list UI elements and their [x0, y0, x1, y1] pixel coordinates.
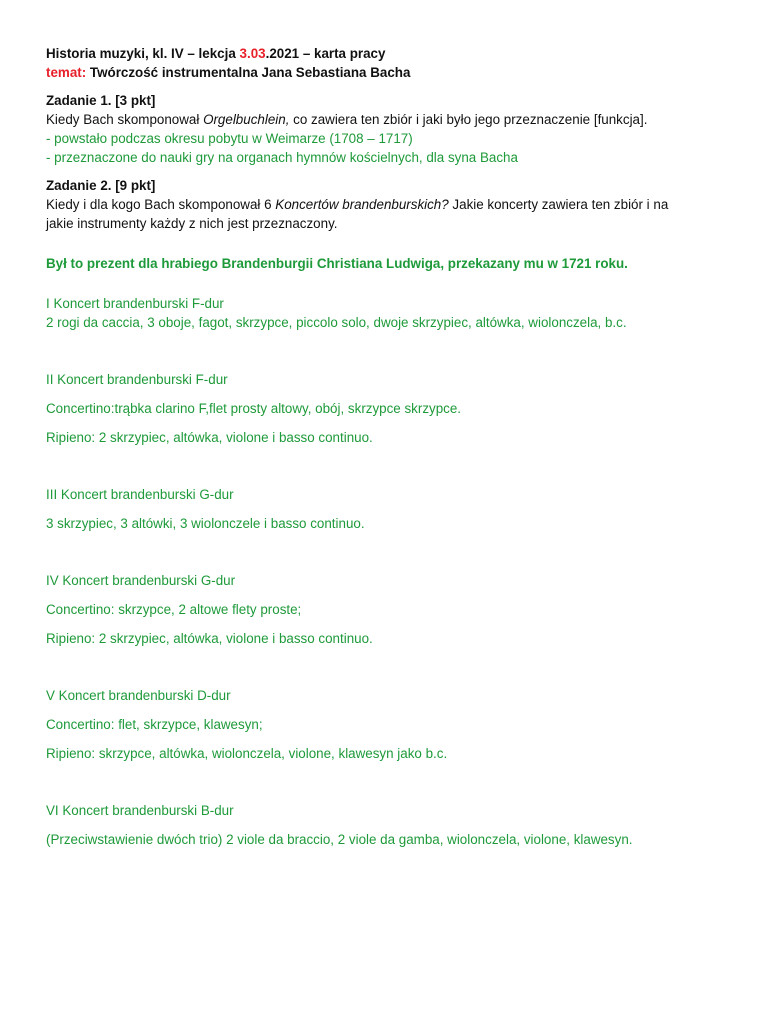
task1-question-italic: Orgelbuchlein,: [203, 112, 290, 127]
concerto-block-5: [46, 686, 726, 763]
task2-question-pre: Kiedy i dla kogo Bach skomponował 6: [46, 197, 276, 212]
worksheet-page: [46, 44, 726, 849]
task1-heading: Zadanie 1. [3 pkt]: [46, 93, 156, 108]
topic-label: temat:: [46, 65, 87, 80]
concerto-instruments: (Przeciwstawienie dwóch trio) 2 viole da braccio, 2 viole da gamba, wiolonczela, violone, klawesyn.: [46, 832, 633, 847]
task2-question-post: Jakie koncerty zawiera ten zbiór i na: [448, 197, 669, 212]
concerto-ripieno: Ripieno: skrzypce, altówka, wiolonczela, violone, klawesyn jako b.c.: [46, 746, 448, 761]
concerto-ripieno: Ripieno: 2 skrzypiec, altówka, violone i basso continuo.: [46, 430, 373, 445]
worksheet-topic: [46, 63, 726, 82]
concerto-block-3: [46, 485, 726, 533]
concerto-ripieno: Ripieno: 2 skrzypiec, altówka, violone i basso continuo.: [46, 631, 373, 646]
task1-question: [46, 110, 726, 129]
task1-question-pre: Kiedy Bach skomponował: [46, 112, 204, 127]
date-month: 03: [250, 46, 266, 61]
title-prefix: Historia muzyki, kl. IV – lekcja: [46, 46, 240, 61]
task1-question-post: co zawiera ten zbiór i jaki było jego przeznaczenie [funkcja].: [289, 112, 648, 127]
concerto-title: II Koncert brandenburski F-dur: [46, 372, 228, 387]
concerto-block-1: [46, 294, 726, 332]
concerto-concertino: Concertino: flet, skrzypce, klawesyn;: [46, 717, 263, 732]
task2-question-line2: jakie instrumenty każdy z nich jest przeznaczony.: [46, 216, 338, 231]
task2-question: [46, 195, 726, 214]
worksheet-title: [46, 44, 726, 63]
concerto-instruments: 3 skrzypiec, 3 altówki, 3 wiolonczele i basso continuo.: [46, 516, 365, 531]
task1-answer-2: - przeznaczone do nauki gry na organach hymnów kościelnych, dla syna Bacha: [46, 150, 518, 165]
task1-answer-1: - powstało podczas okresu pobytu w Weimarze (1708 – 1717): [46, 131, 413, 146]
concerto-title: IV Koncert brandenburski G-dur: [46, 573, 236, 588]
concerto-block-4: [46, 571, 726, 648]
concerto-title: VI Koncert brandenburski B-dur: [46, 803, 234, 818]
concerto-block-2: [46, 370, 726, 447]
concerto-instruments: 2 rogi da caccia, 3 oboje, fagot, skrzypce, piccolo solo, dwoje skrzypiec, altówka, wiolonczela, b.c.: [46, 315, 627, 330]
task2-answer-intro: Był to prezent dla hrabiego Brandenburgii Christiana Ludwiga, przekazany mu w 1721 roku.: [46, 256, 628, 271]
concerto-title: III Koncert brandenburski G-dur: [46, 487, 234, 502]
date-day: 3.: [239, 46, 251, 61]
concerto-concertino: Concertino: skrzypce, 2 altowe flety proste;: [46, 602, 302, 617]
concerto-concertino: Concertino:trąbka clarino F,flet prosty altowy, obój, skrzypce skrzypce.: [46, 401, 462, 416]
topic-text: Twórczość instrumentalna Jana Sebastiana Bacha: [86, 65, 411, 80]
concerto-title: I Koncert brandenburski F-dur: [46, 296, 224, 311]
task2-heading: Zadanie 2. [9 pkt]: [46, 178, 156, 193]
concerto-title: V Koncert brandenburski D-dur: [46, 688, 231, 703]
concerto-block-6: [46, 801, 726, 849]
date-rest: .2021 – karta pracy: [265, 46, 386, 61]
task2-question-italic: Koncertów brandenburskich?: [275, 197, 449, 212]
